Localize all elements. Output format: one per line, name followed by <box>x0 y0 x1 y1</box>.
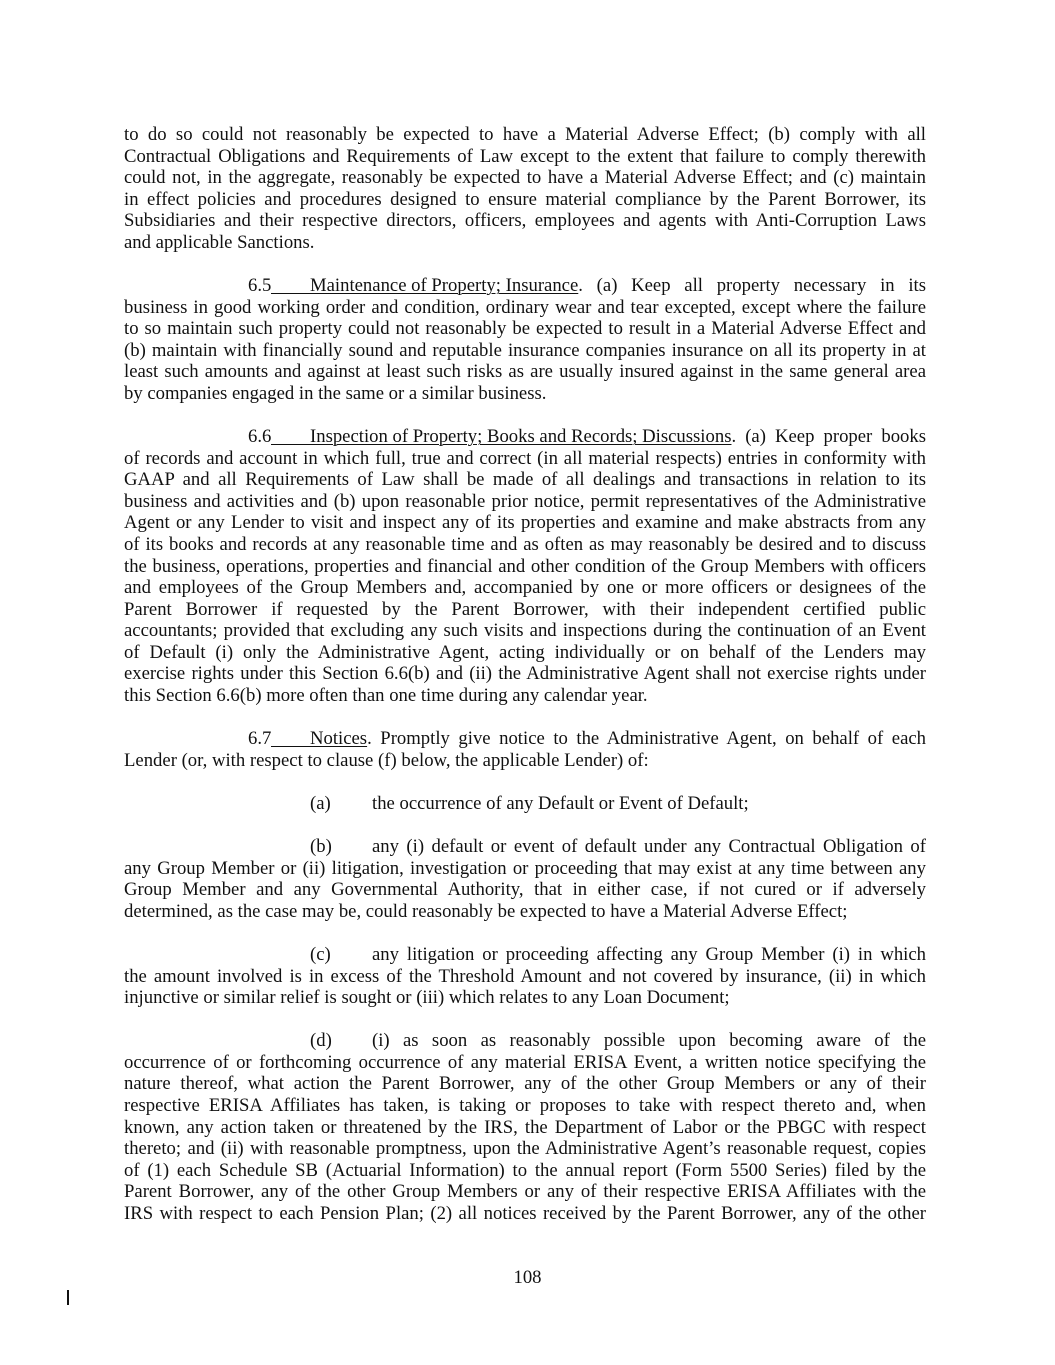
section-number-cell <box>248 275 310 297</box>
text-line: and employees of the Group Members and, accompanied by one or more officers or designees of the <box>124 577 926 599</box>
text-line: IRS with respect to each Pension Plan; (2) all notices received by the Parent Borrower, any of the other <box>124 1202 926 1224</box>
section-first-line <box>124 275 926 297</box>
text-line: could not, in the aggregate, reasonably be expected to have a Material Adverse Effect; and (c) maintain <box>124 167 926 189</box>
text-line: of Default (i) only the Administrative Agent, acting individually or on behalf of the Lenders may <box>124 641 926 663</box>
section-heading: Inspection of Property; Books and Records; Discussions <box>310 426 732 448</box>
section-number: 6.5 <box>248 275 272 297</box>
text-line: in effect policies and procedures designed to ensure material compliance by the Parent Borrower, its <box>124 188 926 210</box>
heading-underline-tab <box>271 444 310 445</box>
clause-first-line <box>124 944 926 966</box>
text-line: . (a) Keep proper books <box>731 426 926 448</box>
text-line: and applicable Sanctions. <box>124 231 315 253</box>
clause-first-line <box>124 1030 926 1052</box>
text-line: business in good working order and condition, ordinary wear and tear excepted, except where the failure <box>124 296 926 318</box>
text-line: . (a) Keep all property necessary in its <box>578 275 926 297</box>
text-line: nature thereof, what action the Parent Borrower, any of the other Group Members or any of their <box>124 1073 926 1095</box>
text-line: of records and account in which full, true and correct (in all material respects) entries in conformity with <box>124 447 926 469</box>
text-line: the business, operations, properties and financial and other condition of the Group Members with officers <box>124 555 926 577</box>
clause-label: (a) <box>310 792 331 814</box>
text-line: accountants; provided that excluding any such visits and inspections during the continuation of an Event <box>124 620 926 642</box>
text-line: Subsidiaries and their respective directors, officers, employees and agents with Anti-Corruption Laws <box>124 210 926 232</box>
section-6-6 <box>124 426 926 707</box>
section-first-line <box>124 426 926 448</box>
text-line: Group Member and any Governmental Authority, that in either case, if not cured or if adversely <box>124 879 926 901</box>
heading-underline-tab <box>271 746 310 747</box>
text-line: any litigation or proceeding affecting any Group Member (i) in which <box>372 943 926 965</box>
section-heading: Notices <box>310 728 368 750</box>
page-number: 108 <box>513 1267 542 1288</box>
text-line: the occurrence of any Default or Event of Default; <box>372 792 749 814</box>
text-line: the amount involved is in excess of the Threshold Amount and not covered by insurance, (ii) in which <box>124 965 926 987</box>
text-line: Agent or any Lender to visit and inspect any of its properties and examine and make abstracts from any <box>124 512 926 534</box>
clause-first-line <box>124 793 926 815</box>
text-line: of its books and records at any reasonable time and as often as may reasonably be desired and to discuss <box>124 533 926 555</box>
text-line: GAAP and all Requirements of Law shall be made of all dealings and transactions in relation to its <box>124 469 926 491</box>
section-number-cell <box>248 728 310 750</box>
text-line: exercise rights under this Section 6.6(b) and (ii) the Administrative Agent shall not exercise rights under <box>124 663 926 685</box>
text-line: thereto; and (ii) with reasonable promptness, upon the Administrative Agent’s reasonable request, copies <box>124 1138 926 1160</box>
revision-bar <box>67 1290 69 1305</box>
section-number: 6.6 <box>248 426 272 448</box>
text-line: Lender (or, with respect to clause (f) below, the applicable Lender) of: <box>124 749 649 771</box>
text-line: (i) as soon as reasonably possible upon becoming aware of the <box>372 1030 926 1052</box>
section-heading: Maintenance of Property; Insurance <box>310 275 579 297</box>
section-6-5 <box>124 275 926 404</box>
text-line: respective ERISA Affiliates has taken, is taking or proposes to take with respect thereto and, when <box>124 1095 926 1117</box>
clause-b <box>124 836 926 922</box>
text-line: any Group Member or (ii) litigation, investigation or proceeding that may exist at any time between any <box>124 857 926 879</box>
text-line: least such amounts and against at least such risks as are usually insured against in the same general area <box>124 361 926 383</box>
clause-c <box>124 944 926 1009</box>
clause-a <box>124 793 926 815</box>
text-line: occurrence of or forthcoming occurrence of any material ERISA Event, a written notice specifying the <box>124 1051 926 1073</box>
text-line: determined, as the case may be, could reasonably be expected to have a Material Adverse Effect; <box>124 900 848 922</box>
clause-label: (c) <box>310 943 331 965</box>
clause-label: (b) <box>310 836 332 858</box>
text-line: (b) maintain with financially sound and reputable insurance companies insurance on all its property in at <box>124 339 926 361</box>
document-body <box>124 124 926 1224</box>
text-line: Contractual Obligations and Requirements of Law except to the extent that failure to comply therewith <box>124 145 926 167</box>
text-line: injunctive or similar relief is sought or (iii) which relates to any Loan Document; <box>124 987 730 1009</box>
text-line: business and activities and (b) upon reasonable prior notice, permit representatives of the Administrative <box>124 490 926 512</box>
text-line: Parent Borrower if requested by the Parent Borrower, with their independent certified public <box>124 598 926 620</box>
text-line: to do so could not reasonably be expected to have a Material Adverse Effect; (b) comply with all <box>124 124 926 145</box>
clause-d <box>124 1030 926 1224</box>
clause-first-line <box>124 836 926 858</box>
clause-label: (d) <box>310 1030 332 1052</box>
text-line: this Section 6.6(b) more often than one time during any calendar year. <box>124 685 648 707</box>
text-line: any (i) default or event of default under any Contractual Obligation of <box>372 836 926 858</box>
paragraph-continuation <box>124 124 926 253</box>
text-line: of (1) each Schedule SB (Actuarial Information) to the annual report (Form 5500 Series) filed by the <box>124 1159 926 1181</box>
text-line: to so maintain such property could not reasonably be expected to result in a Material Adverse Effect and <box>124 318 926 340</box>
text-line: Parent Borrower, any of the other Group Members or any of their respective ERISA Affiliates with the <box>124 1181 926 1203</box>
heading-underline-tab <box>271 293 310 294</box>
text-line: . Promptly give notice to the Administrative Agent, on behalf of each <box>367 728 926 750</box>
text-line: known, any action taken or threatened by the IRS, the Department of Labor or the PBGC with respect <box>124 1116 926 1138</box>
text-line: by companies engaged in the same or a similar business. <box>124 382 547 404</box>
section-first-line <box>124 728 926 750</box>
section-6-7 <box>124 728 926 771</box>
section-number: 6.7 <box>248 728 272 750</box>
section-number-cell <box>248 426 310 448</box>
